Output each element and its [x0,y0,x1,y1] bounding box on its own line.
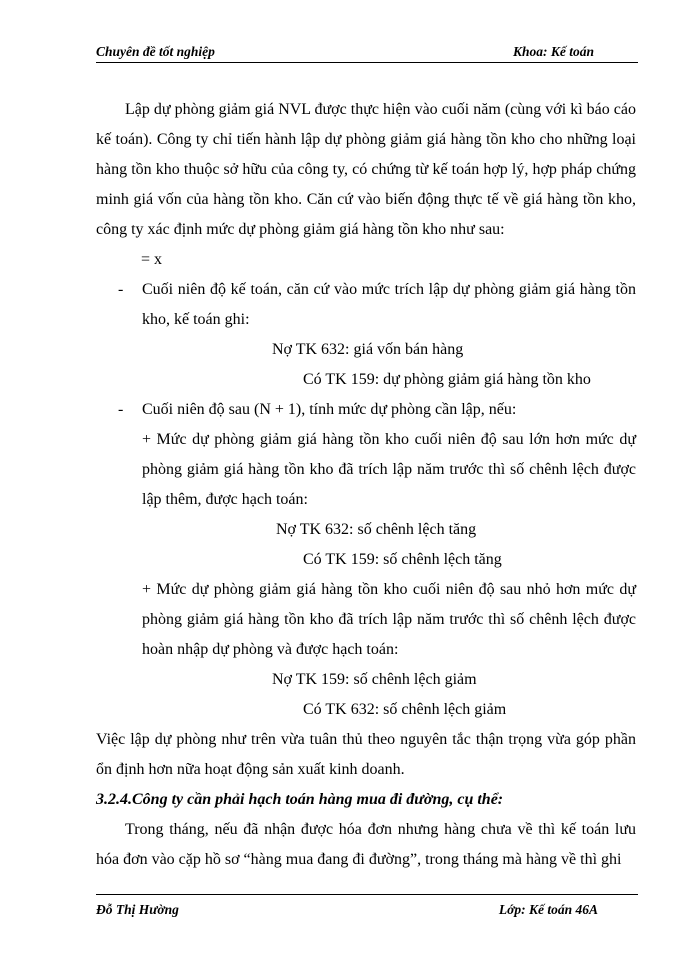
bullet-text: Cuối niên độ sau (N + 1), tính mức dự phòng cần lập, nếu: [142,401,517,418]
journal-debit: Nợ TK 159: số chênh lệch giảm [272,671,477,688]
bullet-text: Cuối niên độ kế toán, căn cứ vào mức trích lập dự phòng giảm giá hàng tồn kho, kế toán ghi: [142,281,636,328]
page-footer [96,902,638,918]
closing-paragraph: Trong tháng, nếu đã nhận được hóa đơn nhưng hàng chưa về thì kế toán lưu hóa đơn vào cặp hồ sơ “hàng mua đang đi đường”, trong tháng mà hàng về thì ghi [96,821,636,868]
footer-class: Lớp: Kế toán 46A [498,902,598,917]
formula-line: = x [141,251,163,268]
case-decrease: + Mức dự phòng giảm giá hàng tồn kho cuối niên độ sau nhỏ hơn mức dự phòng giảm giá hàng tồn kho đã trích lập năm trước thì số chênh lệch được hoàn nhập dự phòng và được hạch toán: [142,581,636,658]
header-department: Khoa: Kế toán [512,44,594,59]
footer-rule [96,894,638,895]
case-increase: + Mức dự phòng giảm giá hàng tồn kho cuối niên độ sau lớn hơn mức dự phòng giảm giá hàng tồn kho đã trích lập năm trước thì số chênh lệch được lập thêm, được hạch toán: [142,431,636,508]
journal-debit: Nợ TK 632: số chênh lệch tăng [276,521,477,538]
bullet-marker: - [118,401,124,418]
header-title: Chuyên đề tốt nghiệp [96,44,215,59]
journal-credit: Có TK 159: dự phòng giảm giá hàng tồn kho [303,371,591,388]
section-heading: 3.2.4.Công ty cần phải hạch toán hàng mua đi đường, cụ thể: [96,791,504,808]
intro-paragraph: Lập dự phòng giảm giá NVL được thực hiện vào cuối năm (cùng với kì báo cáo kế toán). Công ty chỉ tiến hành lập dự phòng giảm giá hàng tồn kho cho những loại hàng tồn kho thuộc sở hữu của công ty, có chứng từ kế toán hợp lý, hợp pháp chứng minh giá vốn của hàng tồn kho. Căn cứ vào biến động thực tế về giá hàng tồn kho, công ty xác định mức dự phòng giảm giá hàng tồn kho như sau: [96,101,636,238]
header-rule [96,62,638,63]
journal-credit: Có TK 632: số chênh lệch giảm [303,701,507,718]
footer-author: Đỗ Thị Hường [96,902,179,917]
journal-debit: Nợ TK 632: giá vốn bán hàng [272,341,464,358]
page-header [96,44,638,60]
bullet-item [96,275,636,335]
conclusion-paragraph: Việc lập dự phòng như trên vừa tuân thủ theo nguyên tắc thận trọng vừa góp phần ổn định hơn nữa hoạt động sản xuất kinh doanh. [96,731,636,778]
journal-credit: Có TK 159: số chênh lệch tăng [303,551,502,568]
document-body [96,95,636,875]
bullet-item [96,395,636,425]
bullet-marker: - [118,281,124,298]
